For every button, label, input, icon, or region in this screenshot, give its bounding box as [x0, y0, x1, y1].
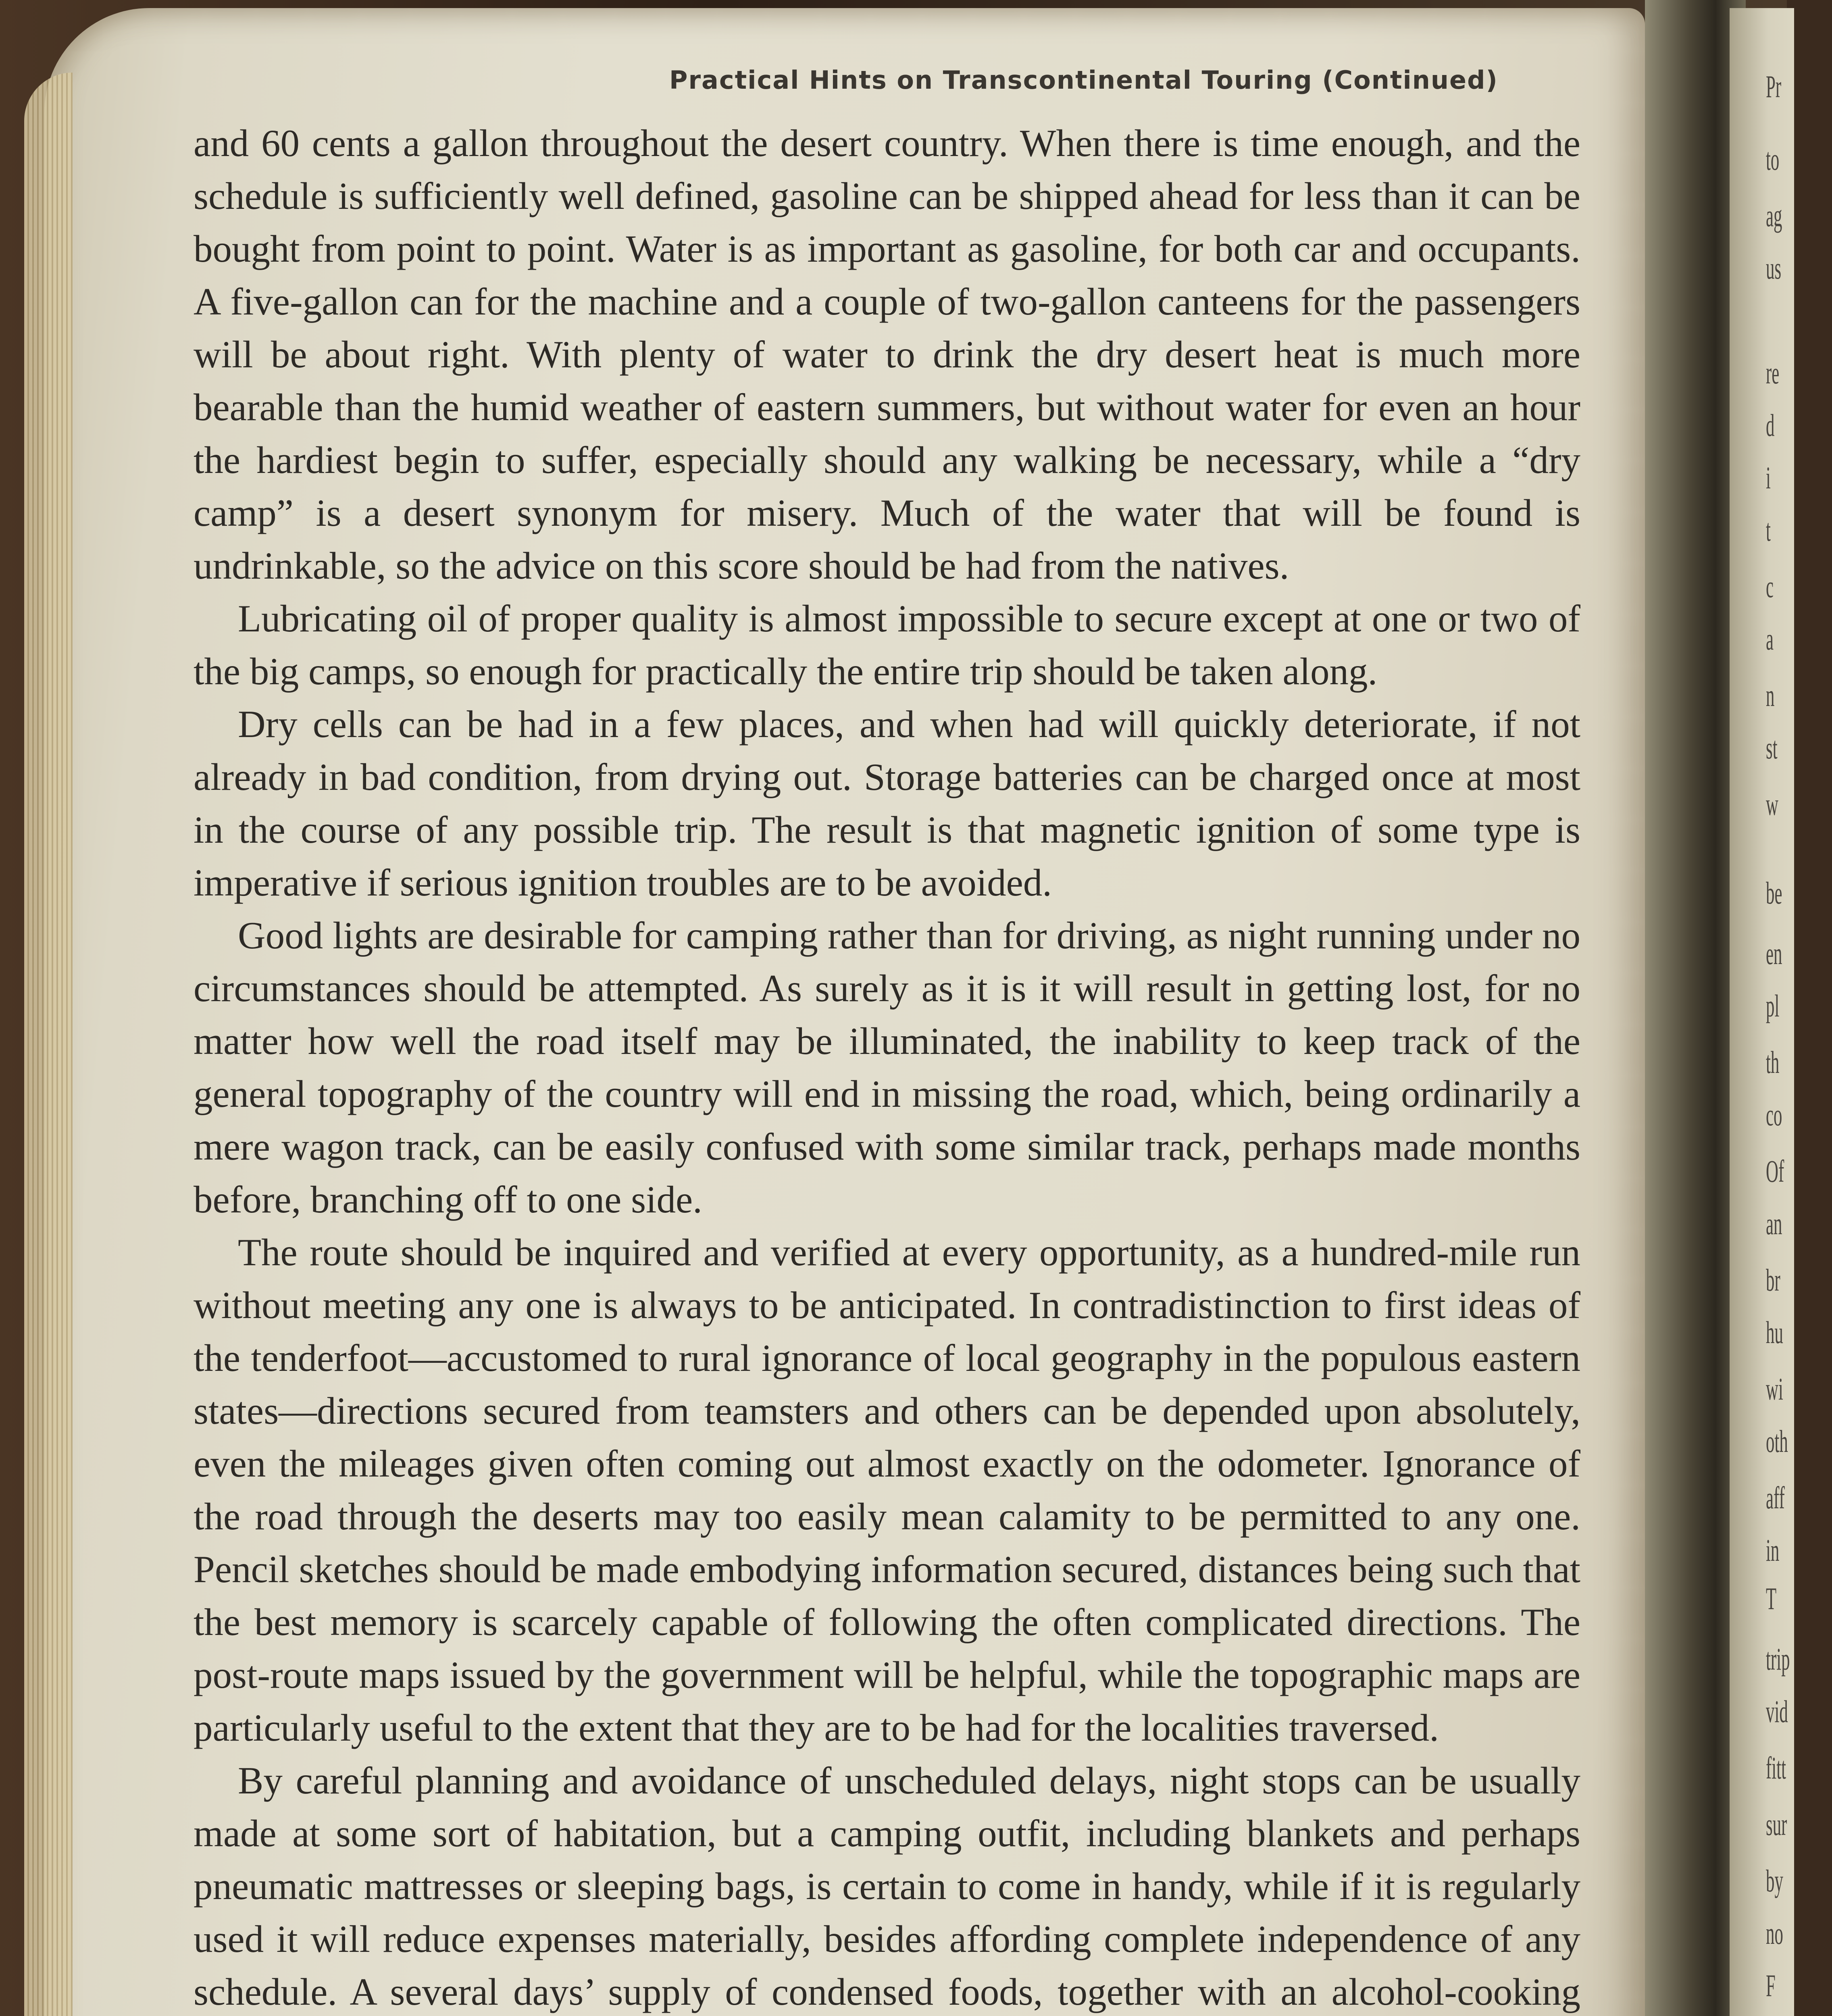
- facing-page-fragment: Pr: [1766, 69, 1782, 104]
- facing-page-fragment: in: [1766, 1533, 1780, 1568]
- facing-page-fragment: to: [1766, 142, 1780, 177]
- paragraph: Good lights are desirable for camping rather than for driving, as night running under no circumstances should be attempted. As surely as it is it will result in getting lost, for no matter how well the road itself may be illuminated, the inability to keep track of the general topography of the country will end in missing the road, which, being ordinarily a mere wagon track, can be easily confused with some similar track, perhaps made months before, branching off to one side.: [194, 914, 1580, 1221]
- facing-page-fragment: vid: [1766, 1694, 1788, 1729]
- paragraph: Dry cells can be had in a few places, and when had will quickly deteriorate, if not already in bad condition, from drying out. Storage batteries can be charged once at most in the course of any possible trip. The result is that magnetic ignition of some type is imperative if serious ignition troubles are to be avoided.: [194, 703, 1580, 904]
- facing-page-fragment: fitt: [1766, 1750, 1786, 1785]
- facing-page-fragment: sur: [1766, 1807, 1787, 1842]
- facing-page-fragment: an: [1766, 1206, 1782, 1241]
- facing-page-fragment: hu: [1766, 1315, 1783, 1350]
- facing-page-fragment: st: [1766, 730, 1778, 765]
- facing-page-fragment: d: [1766, 408, 1775, 443]
- page-edges: [24, 73, 73, 2016]
- facing-page-fragment: oth: [1766, 1424, 1788, 1459]
- facing-page-fragment: t: [1766, 512, 1771, 548]
- facing-page-fragment: c: [1766, 569, 1774, 604]
- facing-page: [1730, 8, 1794, 2016]
- facing-page-fragment: co: [1766, 1097, 1782, 1132]
- facing-page-fragment: no: [1766, 1916, 1783, 1951]
- facing-page-fragment: w: [1766, 787, 1778, 822]
- facing-page-fragment: en: [1766, 936, 1782, 971]
- facing-page-fragment: by: [1766, 1863, 1783, 1898]
- paragraph: By careful planning and avoidance of unscheduled delays, night stops can be usually made at some sort of habitation, but a camping outfit, including blankets and perhaps pneumatic mattresses or sleeping bags, is certain to come in handy, while if it is regularly used it will reduce expenses materially, besides affording complete independence of any schedule. A several days’ supply of condensed foods, together with an alcohol-cooking: [194, 1759, 1580, 2013]
- body-text: [194, 117, 1580, 2016]
- facing-page-fragment: pl: [1766, 988, 1780, 1023]
- paragraph: and 60 cents a gallon throughout the desert country. When there is time enough, and the schedule is sufficiently well defined, gasoline can be shipped ahead for less than it can be bought from point to point. Water is as important as gasoline, for both car and occupants. A five-gallon can for the machine and a couple of two-gallon canteens for the passengers will be about right. With plenty of water to drink the dry desert heat is much more bearable than the humid weather of eastern summers, but without water for even an hour the hardiest begin to suffer, especially should any walking be necessary, while a “dry camp” is a desert synonym for misery. Much of the water that will be found is undrinkable, so the advice on this score should be had from the natives.: [194, 122, 1580, 587]
- facing-page-fragment: us: [1766, 250, 1782, 285]
- facing-page-fragment: br: [1766, 1262, 1780, 1297]
- facing-page-fragment: ag: [1766, 198, 1782, 233]
- facing-page-fragment: i: [1766, 460, 1771, 495]
- facing-page-fragment: n: [1766, 678, 1775, 713]
- facing-page-fragment: re: [1766, 355, 1780, 390]
- running-head: Practical Hints on Transcontinental Touring (Continued): [669, 65, 1498, 95]
- facing-page-fragment: Of: [1766, 1154, 1784, 1189]
- facing-page-fragment: aff: [1766, 1480, 1785, 1515]
- facing-page-fragment: a: [1766, 621, 1774, 656]
- facing-page-fragment: T: [1766, 1581, 1777, 1616]
- paragraph: The route should be inquired and verified at every opportunity, as a hundred-mile run without meeting any one is always to be anticipated. In contradistinction to first ideas of the tenderfoot—accustomed to rural ignorance of local geography in the populous eastern states—directions secured from teamsters and others can be depended upon absolutely, even the mileages given often coming out almost exactly on the odometer. Ignorance of the road through the deserts may too easily mean calamity to be permitted to any one. Pencil sketches should be made embodying information secured, distances being such that the best memory is scarcely capable of following the often complicated directions. The post-route maps issued by the government will be helpful, while the topographic maps are particularly useful to the extent that they are to be had for the localities traversed.: [194, 1231, 1580, 1749]
- facing-page-fragment: F: [1766, 1968, 1776, 2003]
- facing-page-fragment: th: [1766, 1045, 1780, 1080]
- facing-page-fragment: be: [1766, 875, 1782, 910]
- paragraph: Lubricating oil of proper quality is almost impossible to secure except at one or two of the big camps, so enough for practically the entire trip should be taken along.: [194, 597, 1580, 693]
- facing-page-fragment: trip: [1766, 1641, 1790, 1677]
- facing-page-fragment: wi: [1766, 1371, 1783, 1406]
